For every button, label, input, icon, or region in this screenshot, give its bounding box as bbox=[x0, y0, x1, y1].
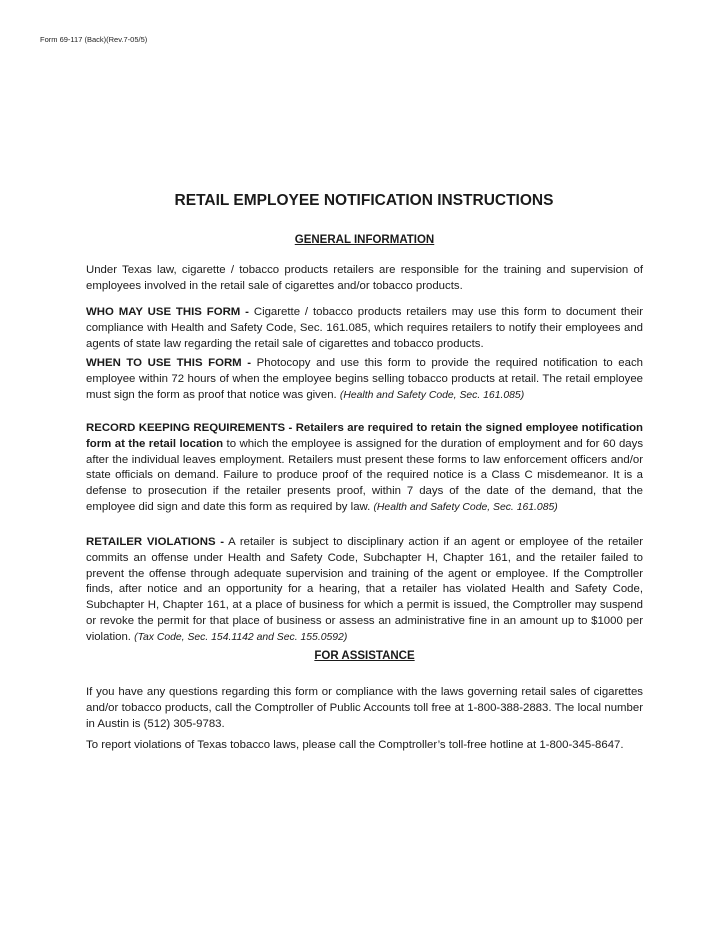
who-may-use-text: Cigarette / tobacco products retailers may use this form to document their compliance with Health and Safety Code, Sec. 161.085, which requires retailers to notify their employees and agents of state law regarding the retail sale of cigarettes and tobacco products. bbox=[86, 306, 643, 350]
who-may-use-label: WHO MAY USE THIS FORM - bbox=[86, 306, 249, 318]
who-may-use-paragraph bbox=[86, 305, 643, 352]
intro-paragraph: Under Texas law, cigarette / tobacco products retailers are responsible for the training and supervision of employees involved in the retail sale of cigarettes and/or tobacco products. bbox=[86, 264, 643, 292]
report-violations-paragraph: To report violations of Texas tobacco laws, please call the Comptroller’s toll-free hotline at 1-800-345-8647. bbox=[86, 739, 624, 751]
record-keeping-text: to which the employee is assigned for the duration of employment and for 60 days after the individual leaves employment. Retailers must present these forms to law enforcement officers and/or state officials on demand. Failure to produce proof of the required notice is a Class C misdemeanor. It is a defense to prosecution if the retailer presents proof, within 7 days of the date of the demand, that the employee did sign and date this form as required by law. bbox=[86, 437, 644, 513]
retailer-violations-paragraph bbox=[86, 535, 643, 646]
retailer-violations-label: RETAILER VIOLATIONS - bbox=[86, 536, 225, 548]
when-to-use-label: WHEN TO USE THIS FORM - bbox=[86, 357, 252, 369]
record-keeping-paragraph bbox=[86, 421, 643, 516]
record-keeping-label: RECORD KEEPING REQUIREMENTS - Retailers are required to retain the signed employee notification form at the retail location bbox=[86, 422, 643, 450]
page-title bbox=[0, 192, 728, 210]
form-number: Form 69-117 (Back)(Rev.7-05/5) bbox=[40, 35, 148, 44]
retailer-violations-citation: (Tax Code, Sec. 154.1142 and Sec. 155.0592) bbox=[134, 631, 348, 643]
retailer-violations-text: A retailer is subject to disciplinary action if an agent or employee of the retailer commits an offense under Health and Safety Code, Subchapter H, Chapter 161, and the retailer failed to prevent the offense through adequate supervision and training of the agent or employee. If the Comptroller finds, after notice and an opportunity for a hearing, that a retailer has violated Health and Safety Code, Subchapter H, Chapter 161, at a place of business for which a permit is issued, the Comptroller may suspend or revoke the permit for that place of business or assess an administrative fine in an amount up to $1000 per violation. bbox=[86, 536, 644, 643]
general-information-heading: GENERAL INFORMATION bbox=[294, 234, 435, 246]
record-keeping-citation: (Health and Safety Code, Sec. 161.085) bbox=[373, 501, 558, 513]
when-to-use-paragraph bbox=[86, 356, 643, 403]
questions-paragraph: If you have any questions regarding this form or compliance with the laws governing retail sales of cigarettes and/or tobacco products, call the Comptroller of Public Accounts toll free at 1-800-388-2883. The local number in Austin is (512) 305-9783. bbox=[86, 686, 643, 730]
when-to-use-text: Photocopy and use this form to provide the required notification to each employee within 72 hours of when the employee begins selling tobacco products at retail. The retail employee must sign the form as proof that notice was given. bbox=[86, 357, 643, 401]
for-assistance-heading: FOR ASSISTANCE bbox=[314, 650, 415, 662]
when-to-use-citation: (Health and Safety Code, Sec. 161.085) bbox=[339, 389, 525, 401]
page-title-text: RETAIL EMPLOYEE NOTIFICATION INSTRUCTIONS bbox=[174, 192, 554, 209]
